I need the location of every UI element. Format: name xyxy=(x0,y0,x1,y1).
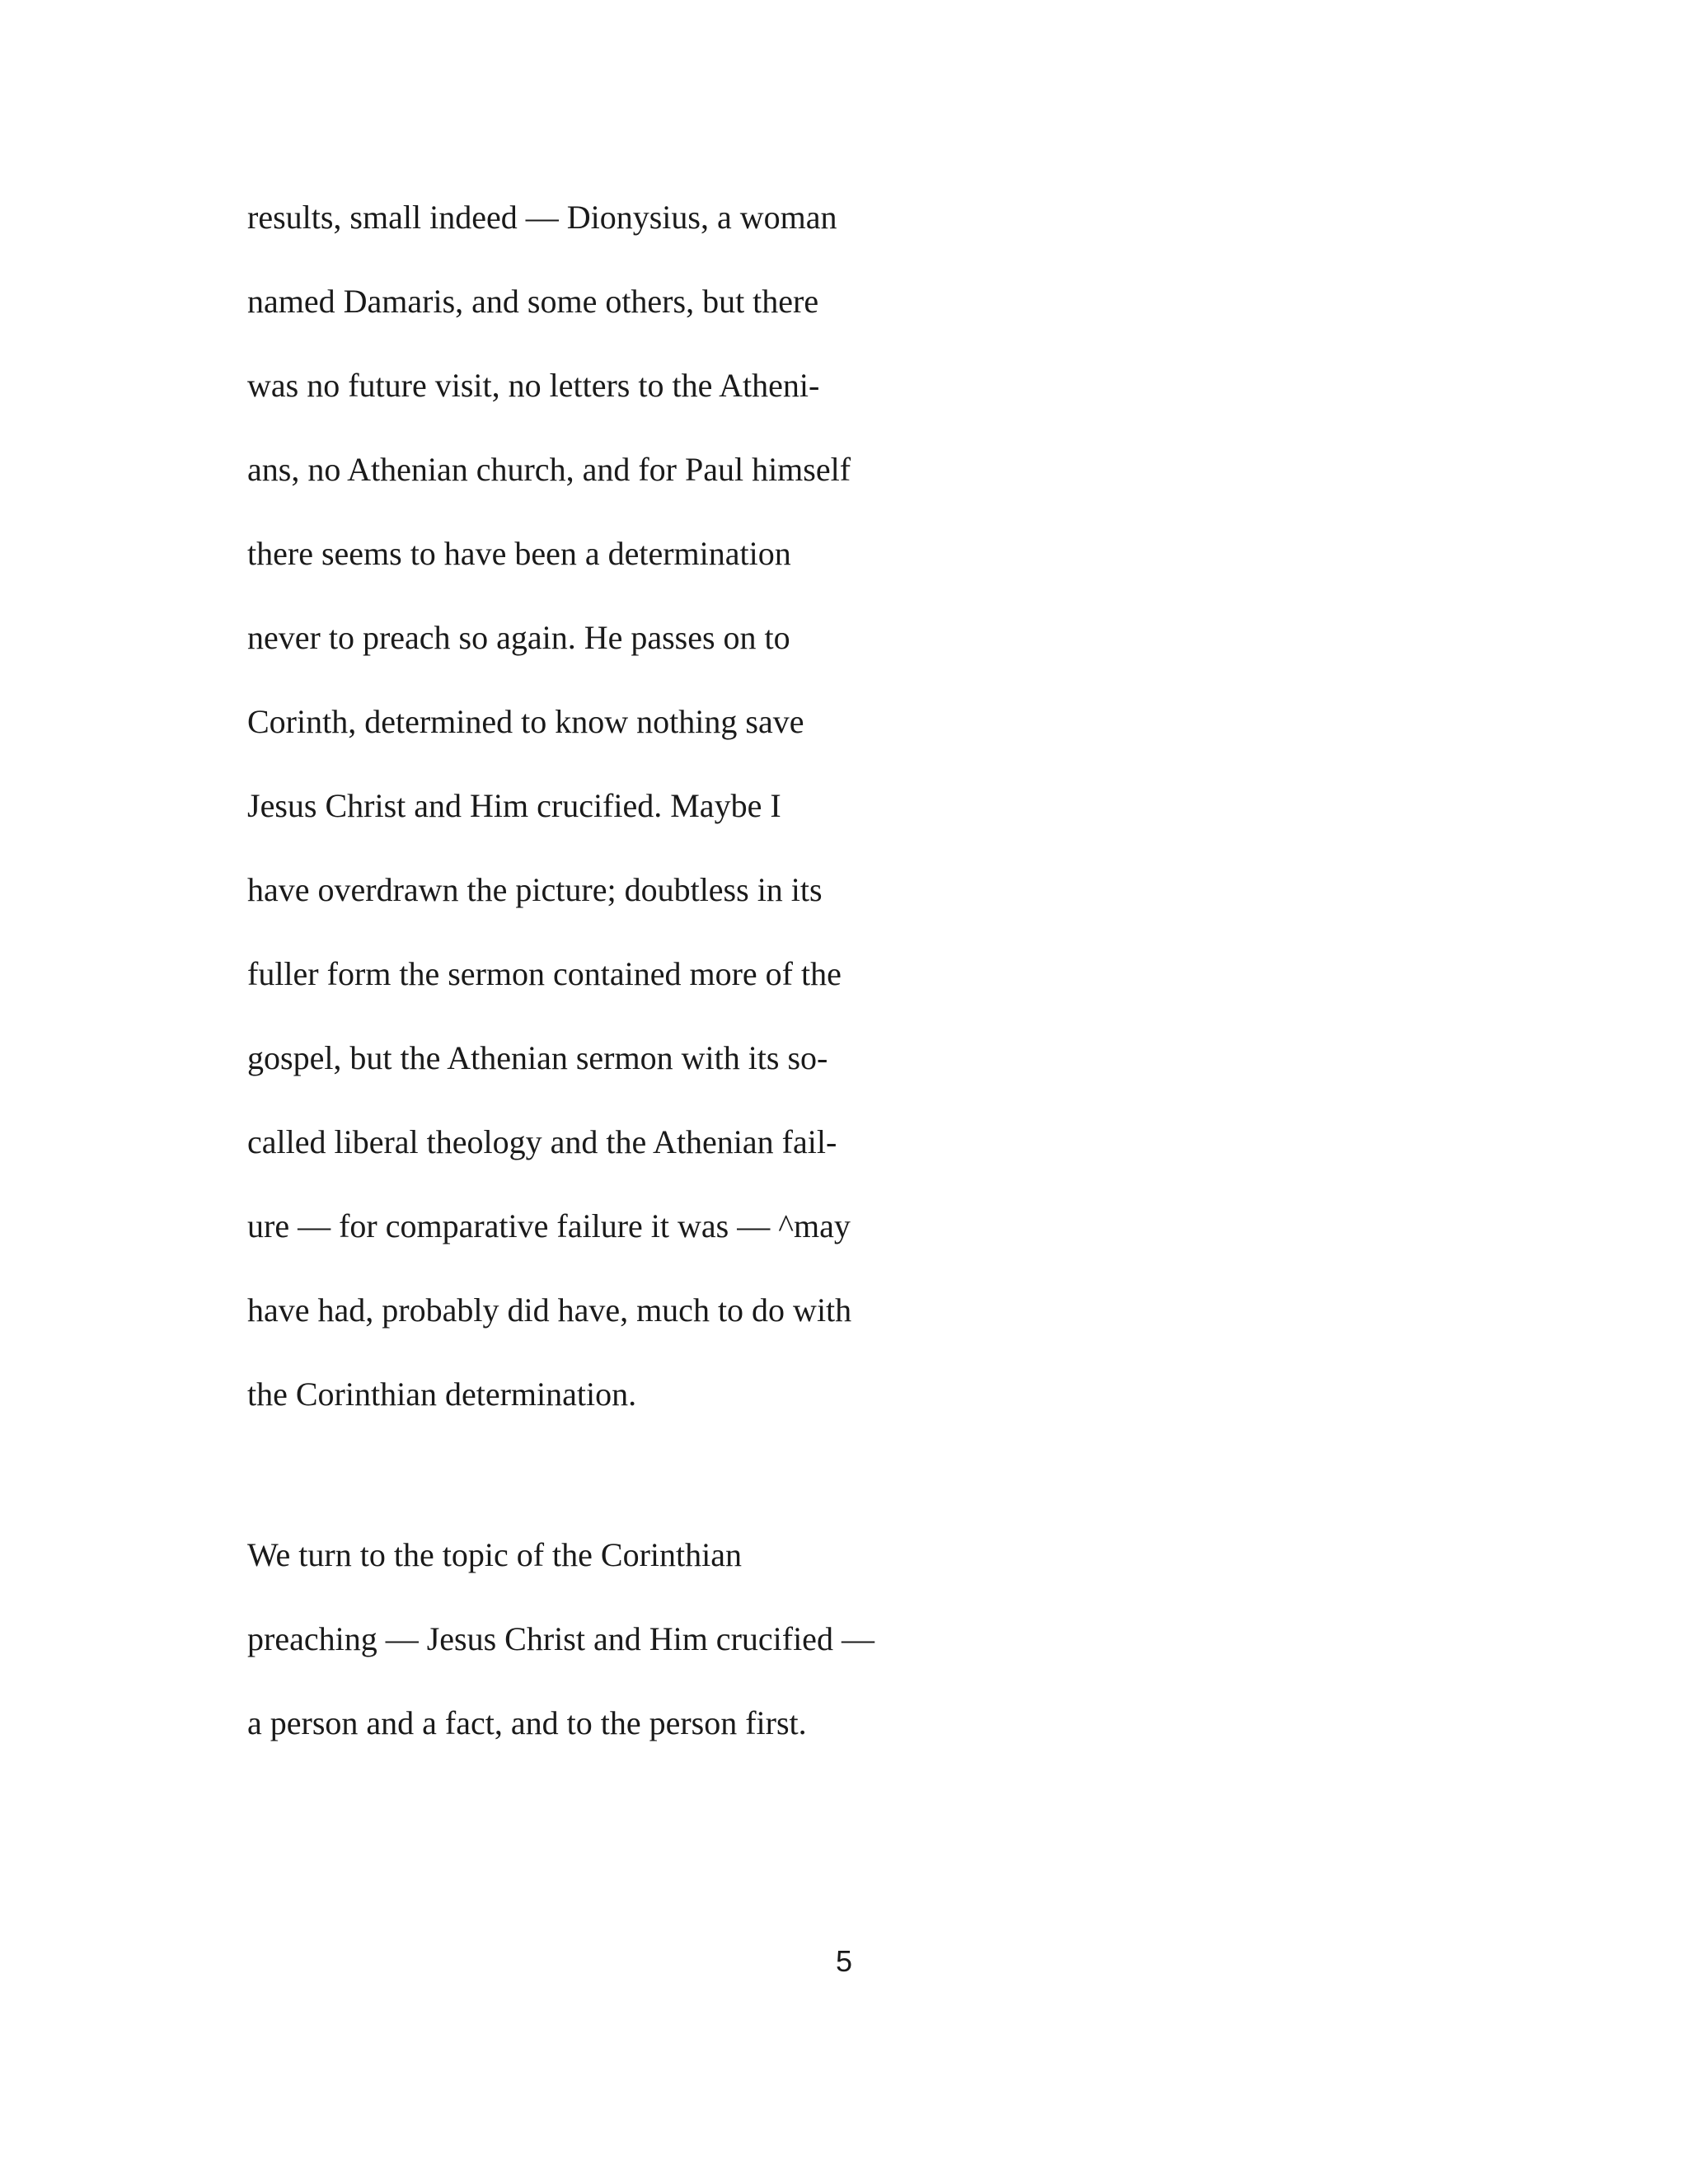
paragraph-1 xyxy=(247,190,1319,1451)
page-number: 5 xyxy=(835,1944,853,1978)
text-line: have had, probably did have, much to do with xyxy=(247,1291,852,1329)
text-line: preaching — Jesus Christ and Him crucified — xyxy=(247,1620,874,1657)
text-line: a person and a fact, and to the person first. xyxy=(247,1704,807,1741)
text-line: there seems to have been a determination xyxy=(247,535,791,572)
text-line: We turn to the topic of the Corinthian xyxy=(247,1536,742,1573)
text-line: named Damaris, and some others, but there xyxy=(247,283,819,320)
text-line: fuller form the sermon contained more of the xyxy=(247,955,842,992)
paragraph-2 xyxy=(247,1527,1319,1779)
text-line: the Corinthian determination. xyxy=(247,1376,637,1413)
text-line: called liberal theology and the Athenian fail- xyxy=(247,1123,837,1160)
text-line: was no future visit, no letters to the Atheni- xyxy=(247,367,820,404)
text-line: have overdrawn the picture; doubtless in its xyxy=(247,871,823,908)
text-line: never to preach so again. He passes on to xyxy=(247,619,790,656)
text-line: Jesus Christ and Him crucified. Maybe I xyxy=(247,787,781,824)
text-line: results, small indeed — Dionysius, a woman xyxy=(247,199,837,236)
text-line: gospel, but the Athenian sermon with its so- xyxy=(247,1039,828,1076)
text-line: Corinth, determined to know nothing save xyxy=(247,703,804,740)
text-line: ure — for comparative failure it was — ^may xyxy=(247,1207,851,1244)
text-line: ans, no Athenian church, and for Paul himself xyxy=(247,451,851,488)
